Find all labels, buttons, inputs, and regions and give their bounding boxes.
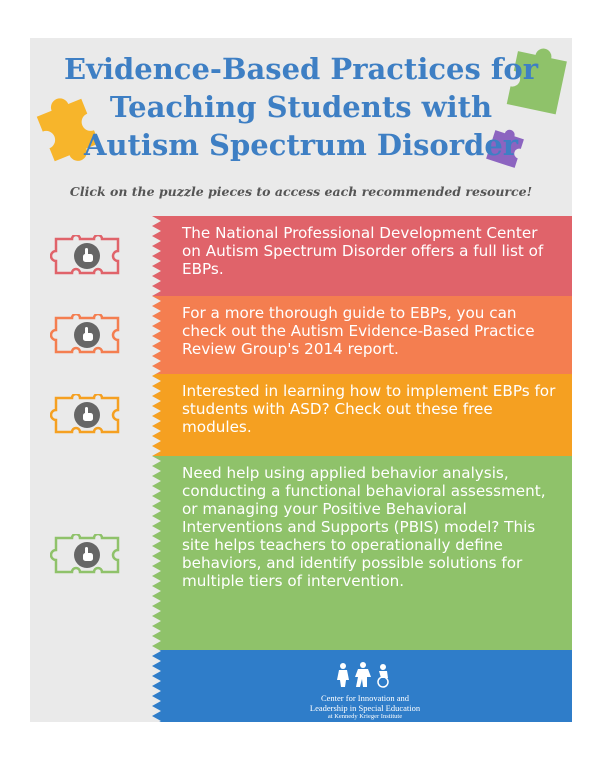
- resource-band-3: [152, 374, 572, 456]
- title-line-2: Teaching Students with: [109, 90, 493, 124]
- resource-band-4: [152, 456, 572, 650]
- puzzle-link-4[interactable]: [50, 534, 124, 576]
- resource-text-4: Need help using applied behavior analysis, conducting a functional behavioral assessment, or managing your Positive Behavioral Interventions and Supports (PBIS) model? This site helps teachers to operationally define behaviors, and identify possible solutions for multiple tiers of intervention.: [182, 464, 546, 590]
- family-figures-icon: [329, 662, 401, 688]
- title-line-3: Autism Spectrum Disorder: [83, 128, 519, 162]
- resource-text-3: Interested in learning how to implement EBPs for students with ASD? Check out these free modules.: [182, 382, 556, 436]
- title-line-1: Evidence-Based Practices for: [64, 52, 538, 86]
- resource-band-1: [152, 216, 572, 296]
- page-subtitle: Click on the puzzle pieces to access each recommended resource!: [69, 184, 533, 199]
- footer-logo-line-3: at Kennedy Krieger Institute: [327, 713, 403, 720]
- puzzle-link-2[interactable]: [50, 314, 124, 356]
- resource-text-2: For a more thorough guide to EBPs, you can check out the Autism Evidence-Based Practice Review Group's 2014 report.: [182, 304, 535, 358]
- zigzag-edge: [152, 216, 162, 722]
- footer-logo-line-1: Center for Innovation and: [320, 693, 410, 703]
- page-title: [30, 50, 572, 164]
- footer-logo[interactable]: [295, 662, 435, 721]
- resource-text-1: The National Professional Development Center on Autism Spectrum Disorder offers a full list of EBPs.: [182, 224, 544, 278]
- infographic-sheet: [30, 38, 572, 722]
- puzzle-link-3[interactable]: [50, 394, 124, 436]
- footer-logo-line-2: Leadership in Special Education: [309, 703, 421, 713]
- puzzle-link-1[interactable]: [50, 235, 124, 277]
- resource-band-2: [152, 296, 572, 374]
